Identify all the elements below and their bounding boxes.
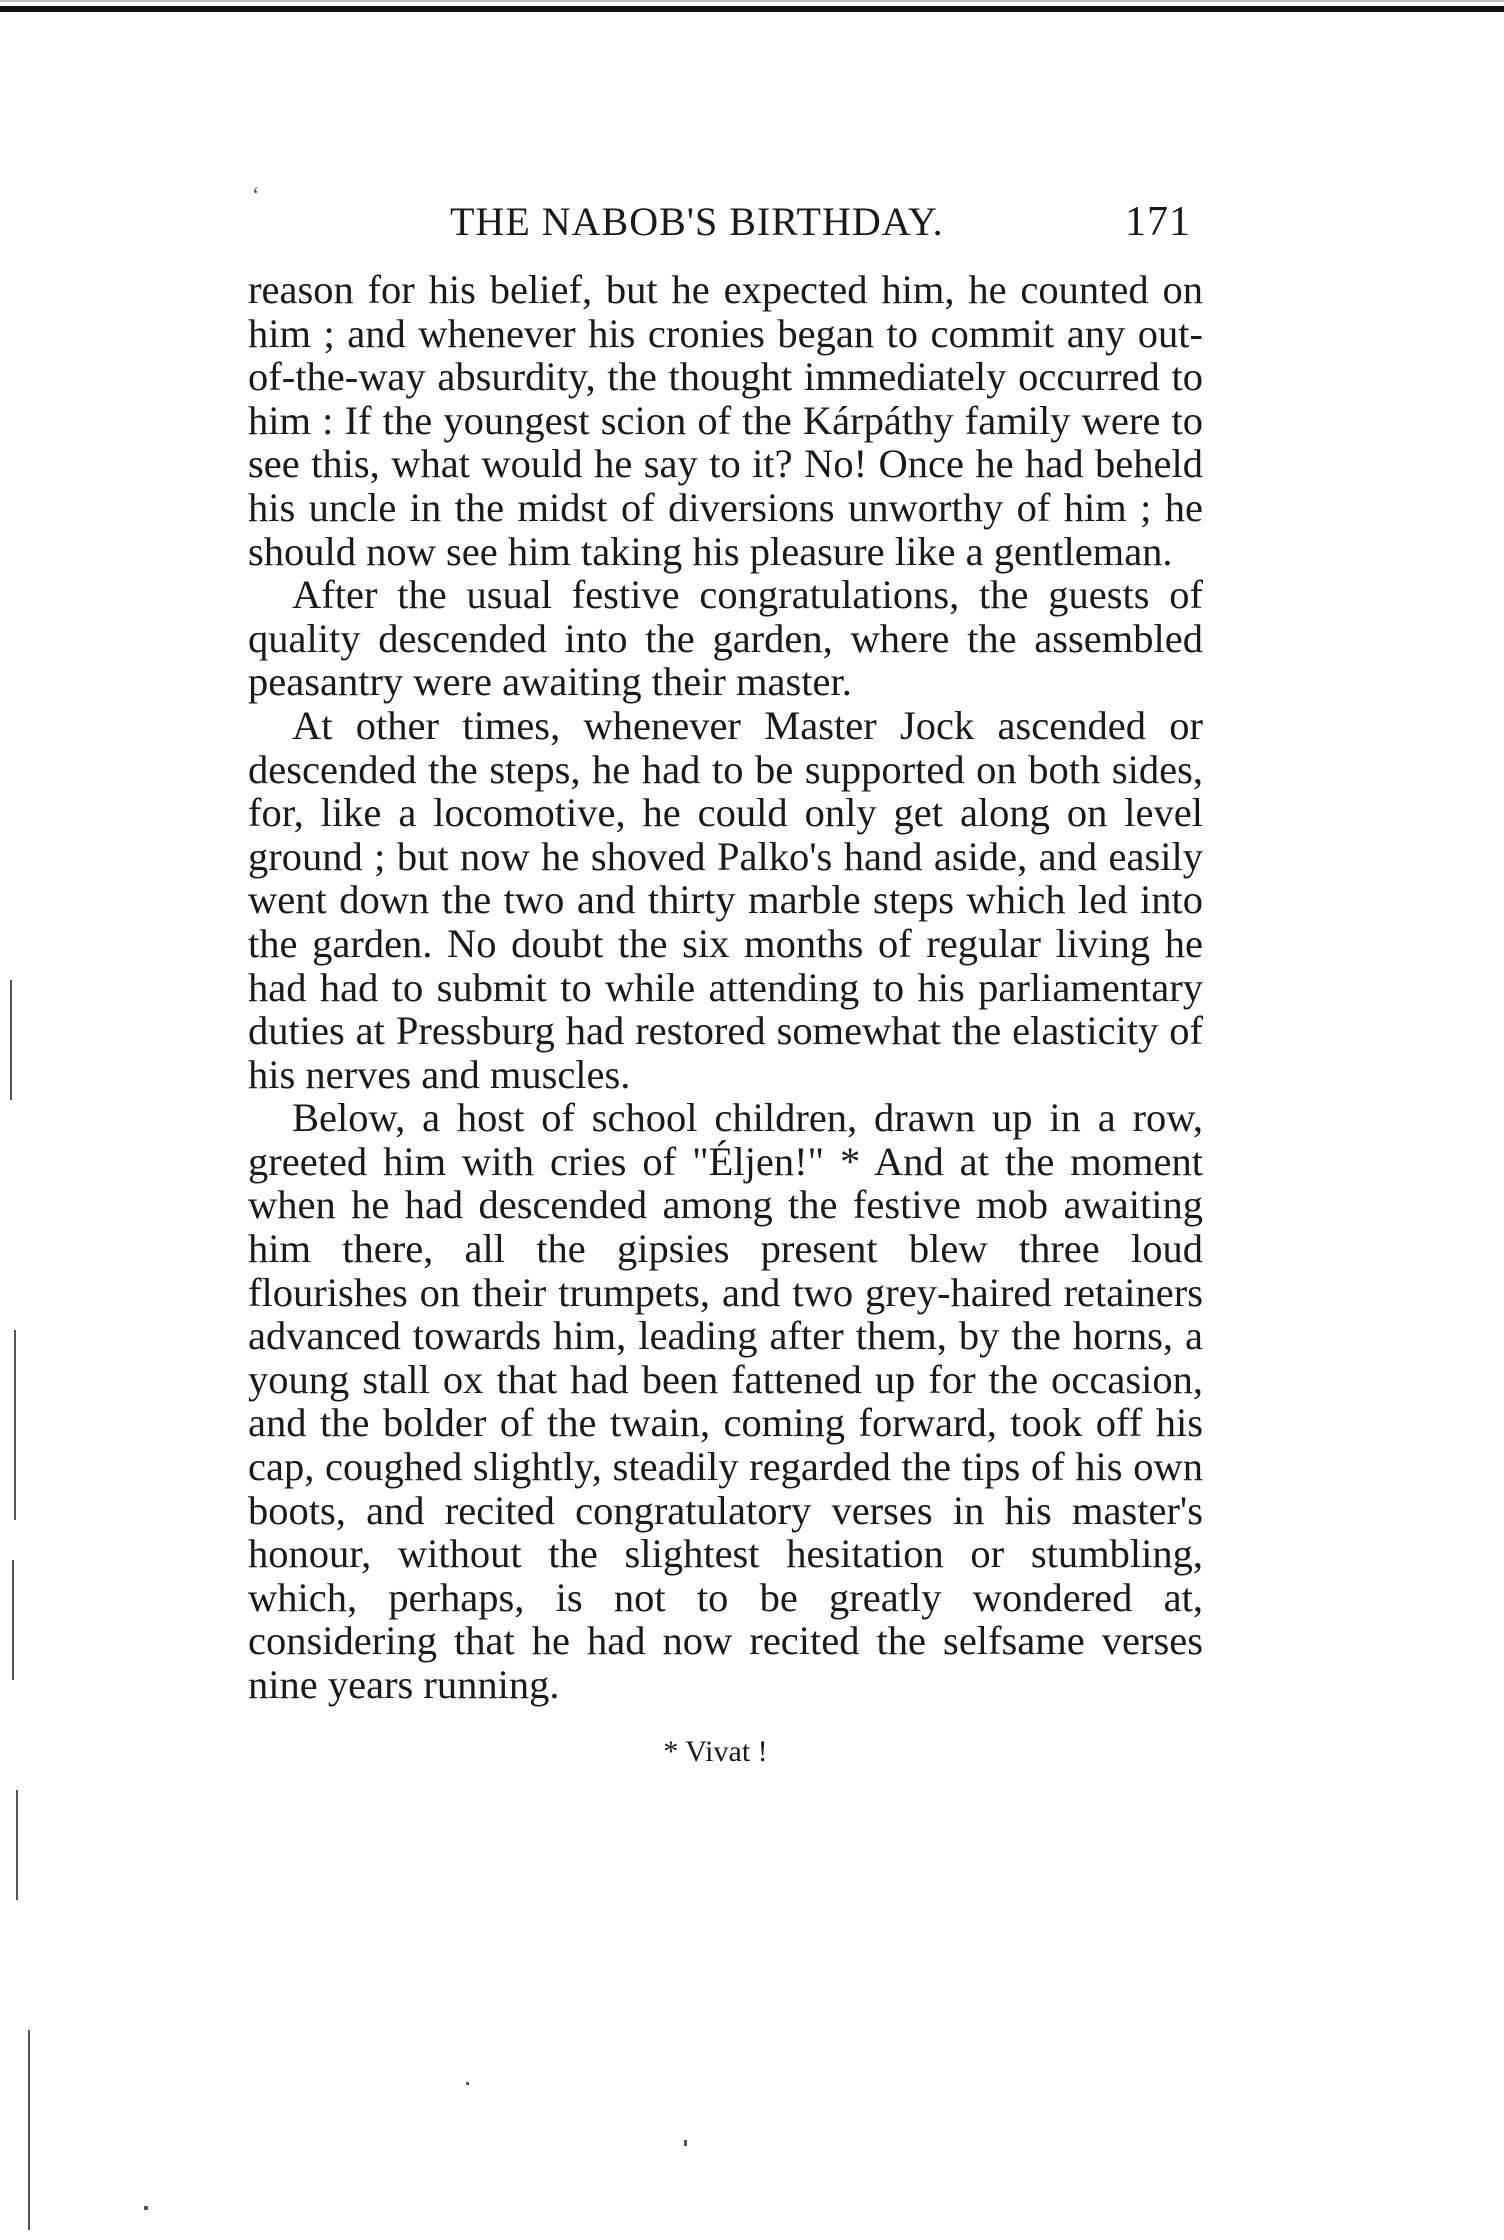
paragraph-continued: reason for his belief, but he expected him, he counted on him ; and whenever his cronies began to commit any out-of-the-way absurdity, the thought immediately occurred to him : If the youngest scion of the Kárpáthy family were to see this, what would he say to it? No! Once he had beheld his uncle in the midst of diversions unworthy of him ; he should now see him taking his pleasure like a gentleman. xyxy=(248,267,1203,574)
scan-dot xyxy=(466,2082,469,2085)
body-text xyxy=(248,268,1203,1707)
paragraph: Below, a host of school children, drawn up in a row, greeted him with cries of "Éljen!" * And at the moment when he had descended among the festive mob awaiting him there, all the gipsies present blew three loud flourishes on their trumpets, and two grey-haired retainers advanced towards him, leading after them, by the horns, a young stall ox that had been fattened up for the occasion, and the bolder of the twain, coming forward, took off his cap, coughed slightly, steadily regarded the tips of his own boots, and recited congratulatory verses in his master's honour, without the slightest hesitation or stumbling, which, perhaps, is not to be greatly wondered at, considering that he had now recited the selfsame verses nine years running. xyxy=(248,1095,1203,1707)
scan-mark xyxy=(10,980,12,1100)
scan-mark xyxy=(16,1790,18,1900)
paragraph: After the usual festive congratulations, the guests of quality descended into the garden, where the assembled peasantry were awaiting their master. xyxy=(248,572,1203,705)
scan-mark xyxy=(28,2030,30,2230)
running-header xyxy=(248,180,1203,260)
book-page xyxy=(248,180,1203,1769)
scan-mark xyxy=(12,1560,14,1680)
print-mark: ‘ xyxy=(252,182,261,207)
top-border xyxy=(0,6,1504,12)
running-title: THE NABOB'S BIRTHDAY. xyxy=(450,199,944,244)
page-number: 171 xyxy=(1125,199,1191,245)
top-border-faint xyxy=(0,0,1504,2)
scan-mark xyxy=(14,1330,16,1520)
scan-dot xyxy=(684,2140,687,2146)
scan-dot xyxy=(144,2206,148,2210)
footnote: * Vivat ! xyxy=(663,1734,768,1768)
paragraph: At other times, whenever Master Jock ascended or descended the steps, he had to be supported on both sides, for, like a locomotive, he could only get along on level ground ; but now he shoved Palko's hand aside, and easily went down the two and thirty marble steps which led into the garden. No doubt the six months of regular living he had had to submit to while attending to his parliamentary duties at Pressburg had restored somewhat the elasticity of his nerves and muscles. xyxy=(248,702,1203,1097)
